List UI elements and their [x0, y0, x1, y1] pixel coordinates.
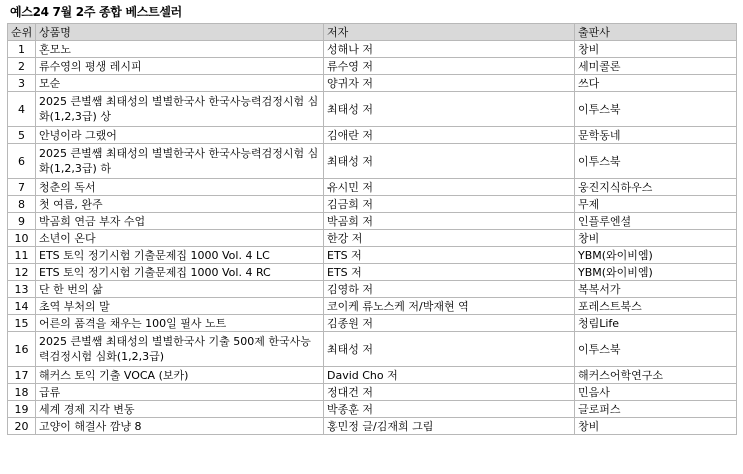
publisher-cell: 세미콜론	[575, 58, 737, 75]
author-cell: David Cho 저	[324, 367, 575, 384]
rank-cell: 9	[8, 213, 36, 230]
table-row	[8, 332, 737, 367]
author-cell: 김영하 저	[324, 281, 575, 298]
publisher-cell: 이투스북	[575, 332, 737, 367]
author-cell: 김금희 저	[324, 196, 575, 213]
rank-cell: 20	[8, 418, 36, 435]
publisher-cell: 인플루엔셜	[575, 213, 737, 230]
author-cell: 성해나 저	[324, 41, 575, 58]
author-cell: 최태성 저	[324, 332, 575, 367]
author-cell: 박종훈 저	[324, 401, 575, 418]
rank-cell: 15	[8, 315, 36, 332]
author-cell: 박곰희 저	[324, 213, 575, 230]
author-cell: 류수영 저	[324, 58, 575, 75]
author-cell: 유시민 저	[324, 179, 575, 196]
publisher-cell: 이투스북	[575, 144, 737, 179]
header-author: 저자	[324, 24, 575, 41]
table-row	[8, 264, 737, 281]
title-cell: 초역 부처의 말	[36, 298, 324, 315]
table-row	[8, 298, 737, 315]
rank-cell: 17	[8, 367, 36, 384]
title-cell: 청춘의 독서	[36, 179, 324, 196]
table-row	[8, 367, 737, 384]
title-cell: 류수영의 평생 레시피	[36, 58, 324, 75]
bestseller-table	[7, 23, 737, 435]
title-cell: 어른의 품격을 채우는 100일 필사 노트	[36, 315, 324, 332]
author-cell: ETS 저	[324, 247, 575, 264]
title-cell: ETS 토익 정기시험 기출문제집 1000 Vol. 4 LC	[36, 247, 324, 264]
author-cell: 김종원 저	[324, 315, 575, 332]
title-cell: 고양이 해결사 깜냥 8	[36, 418, 324, 435]
publisher-cell: 창비	[575, 418, 737, 435]
rank-cell: 12	[8, 264, 36, 281]
publisher-cell: 해커스어학연구소	[575, 367, 737, 384]
table-row	[8, 196, 737, 213]
author-cell: 코이케 류노스케 저/박재현 역	[324, 298, 575, 315]
table-row	[8, 281, 737, 298]
rank-cell: 14	[8, 298, 36, 315]
rank-cell: 4	[8, 92, 36, 127]
table-row	[8, 230, 737, 247]
title-cell: 안녕이라 그랬어	[36, 127, 324, 144]
publisher-cell: 글로퍼스	[575, 401, 737, 418]
title-cell: 박곰희 연금 부자 수업	[36, 213, 324, 230]
table-row	[8, 247, 737, 264]
title-cell: 혼모노	[36, 41, 324, 58]
rank-cell: 6	[8, 144, 36, 179]
header-publisher: 출판사	[575, 24, 737, 41]
author-cell: 김애란 저	[324, 127, 575, 144]
table-row	[8, 144, 737, 179]
author-cell: 정대건 저	[324, 384, 575, 401]
table-row	[8, 92, 737, 127]
publisher-cell: 민음사	[575, 384, 737, 401]
title-cell: 2025 큰별쌤 최태성의 별별한국사 한국사능력검정시험 심화(1,2,3급) 상	[36, 92, 324, 127]
publisher-cell: 창비	[575, 41, 737, 58]
rank-cell: 5	[8, 127, 36, 144]
table-row	[8, 418, 737, 435]
publisher-cell: YBM(와이비엠)	[575, 247, 737, 264]
rank-cell: 1	[8, 41, 36, 58]
author-cell: 한강 저	[324, 230, 575, 247]
table-header-row	[8, 24, 737, 41]
header-title: 상품명	[36, 24, 324, 41]
table-row	[8, 315, 737, 332]
page-title: 예스24 7월 2주 종합 베스트셀러	[10, 5, 182, 19]
publisher-cell: 이투스북	[575, 92, 737, 127]
rank-cell: 16	[8, 332, 36, 367]
table-row	[8, 41, 737, 58]
title-cell: 모순	[36, 75, 324, 92]
title-cell: 2025 큰별쌤 최태성의 별별한국사 한국사능력검정시험 심화(1,2,3급) 하	[36, 144, 324, 179]
rank-cell: 8	[8, 196, 36, 213]
title-cell: 세계 경제 지각 변동	[36, 401, 324, 418]
title-cell: 급류	[36, 384, 324, 401]
author-cell: 양귀자 저	[324, 75, 575, 92]
publisher-cell: 포레스트북스	[575, 298, 737, 315]
rank-cell: 13	[8, 281, 36, 298]
title-cell: 소년이 온다	[36, 230, 324, 247]
table-row	[8, 127, 737, 144]
author-cell: 최태성 저	[324, 92, 575, 127]
title-cell: ETS 토익 정기시험 기출문제집 1000 Vol. 4 RC	[36, 264, 324, 281]
table-row	[8, 58, 737, 75]
header-rank: 순위	[8, 24, 36, 41]
publisher-cell: 문학동네	[575, 127, 737, 144]
author-cell: 홍민정 글/김재희 그림	[324, 418, 575, 435]
publisher-cell: 창비	[575, 230, 737, 247]
author-cell: 최태성 저	[324, 144, 575, 179]
table-row	[8, 179, 737, 196]
rank-cell: 18	[8, 384, 36, 401]
rank-cell: 19	[8, 401, 36, 418]
publisher-cell: 복복서가	[575, 281, 737, 298]
title-cell: 해커스 토익 기출 VOCA (보카)	[36, 367, 324, 384]
publisher-cell: YBM(와이비엠)	[575, 264, 737, 281]
publisher-cell: 청림Life	[575, 315, 737, 332]
table-row	[8, 384, 737, 401]
title-cell: 2025 큰별쌤 최태성의 별별한국사 기출 500제 한국사능력검정시험 심화(1,2,3급)	[36, 332, 324, 367]
title-cell: 단 한 번의 삶	[36, 281, 324, 298]
author-cell: ETS 저	[324, 264, 575, 281]
rank-cell: 2	[8, 58, 36, 75]
table-row	[8, 401, 737, 418]
rank-cell: 3	[8, 75, 36, 92]
rank-cell: 10	[8, 230, 36, 247]
publisher-cell: 쓰다	[575, 75, 737, 92]
publisher-cell: 무제	[575, 196, 737, 213]
rank-cell: 11	[8, 247, 36, 264]
table-row	[8, 213, 737, 230]
publisher-cell: 웅진지식하우스	[575, 179, 737, 196]
table-row	[8, 75, 737, 92]
rank-cell: 7	[8, 179, 36, 196]
title-cell: 첫 여름, 완주	[36, 196, 324, 213]
